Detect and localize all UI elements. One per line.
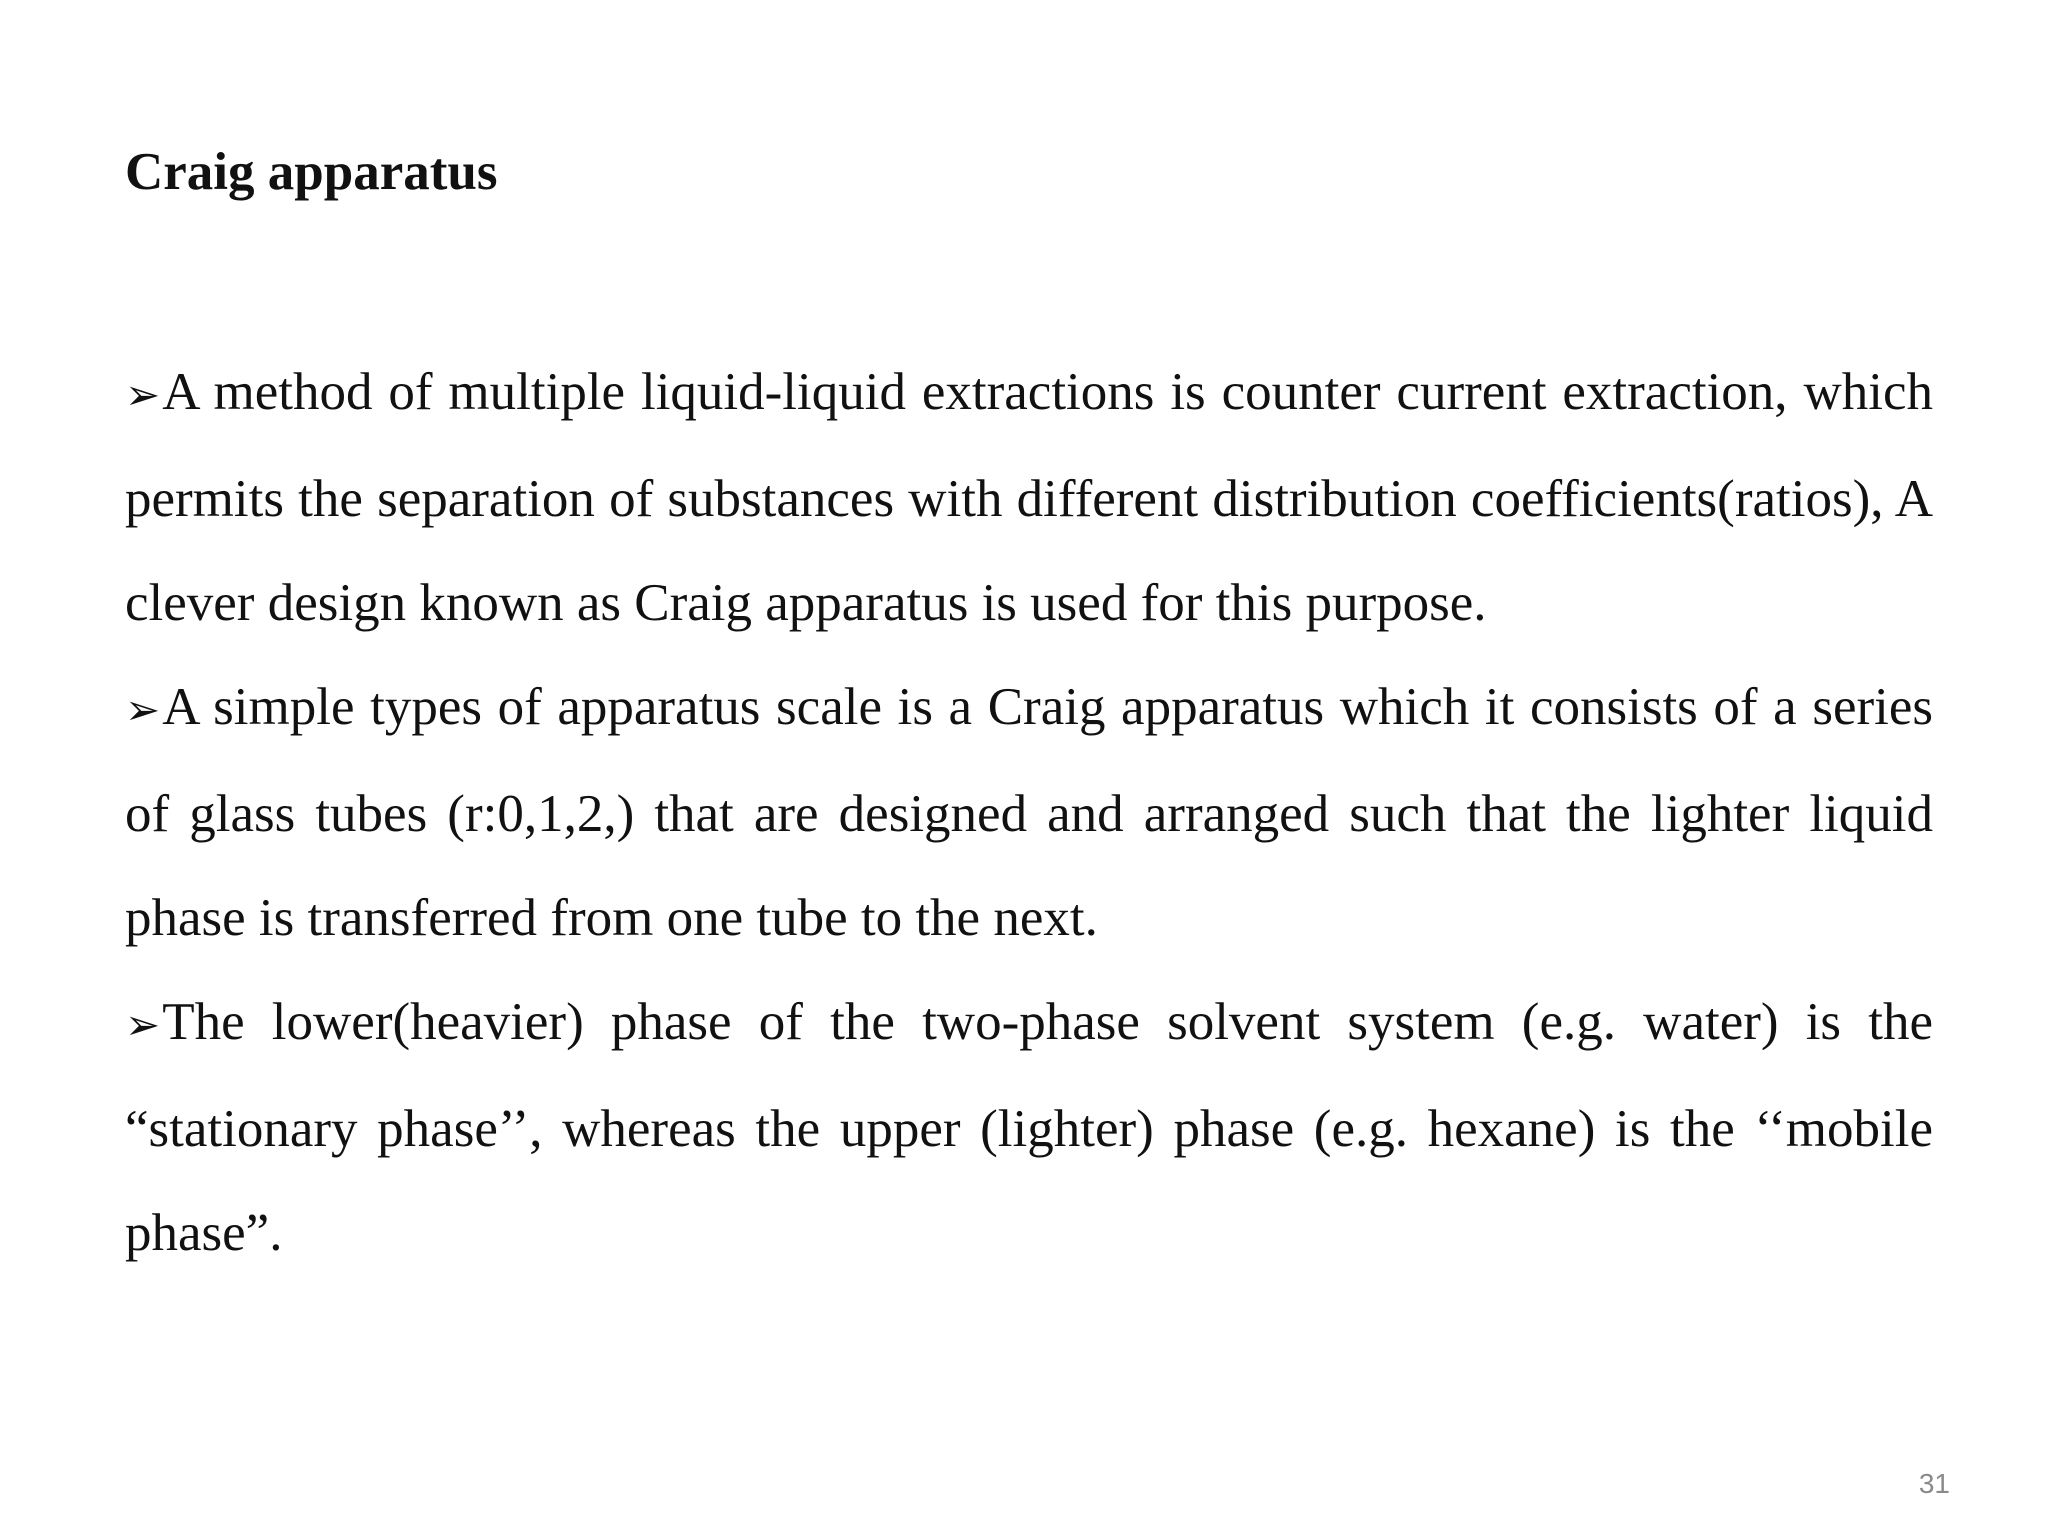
arrowhead-bullet-icon: ➢ [125, 685, 161, 734]
bullet-text: A simple types of apparatus scale is a Craig apparatus which it consists of a series of glass tubes (r:0,1,2,) that are designed and arranged such that the lighter liquid phase is transferred from one tube to the next. [125, 678, 1933, 947]
bullet-text: A method of multiple liquid-liquid extractions is counter current extraction, which permits the separation of substances with different distribution coefficients(ratios), A clever design known as Craig apparatus is used for this purpose. [125, 363, 1933, 632]
bullet-item [125, 340, 1933, 655]
bullet-list [125, 340, 1933, 1285]
arrowhead-bullet-icon: ➢ [125, 1000, 161, 1049]
page-number: 31 [1918, 1468, 1950, 1499]
bullet-text: The lower(heavier) phase of the two-phase solvent system (e.g. water) is the “stationary phase’’, whereas the upper (lighter) phase (e.g. hexane) is the ‘‘mobile phase”. [125, 993, 1933, 1262]
arrowhead-bullet-icon: ➢ [125, 370, 161, 419]
bullet-item [125, 970, 1933, 1285]
slide-title: Craig apparatus [125, 143, 498, 201]
bullet-item [125, 655, 1933, 970]
